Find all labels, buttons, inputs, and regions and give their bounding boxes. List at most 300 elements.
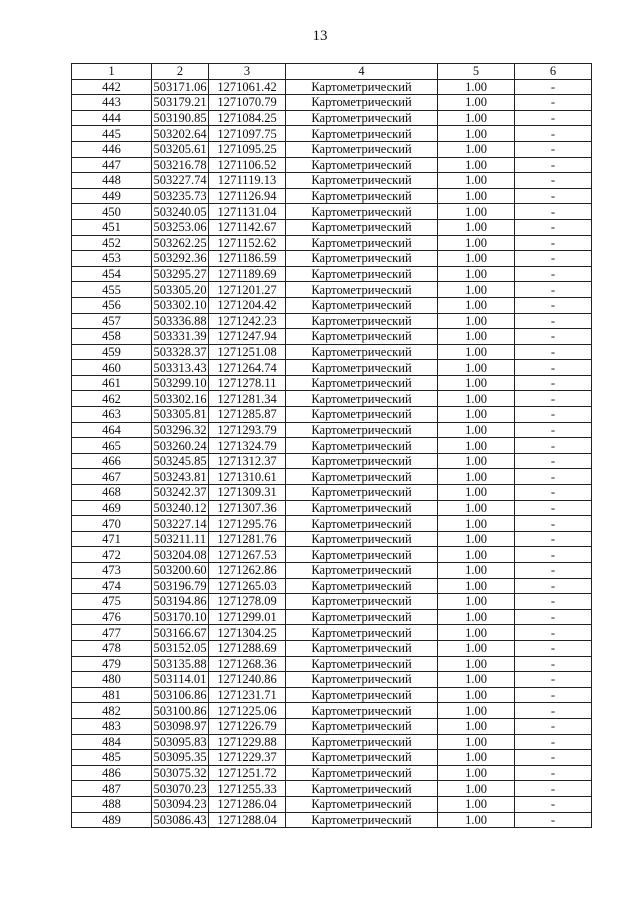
- table-cell: 1.00: [438, 500, 515, 516]
- table-cell: Картометрический: [286, 578, 438, 594]
- table-cell: 1271229.88: [209, 734, 286, 750]
- table-row: [72, 687, 592, 703]
- table-cell: 445: [72, 126, 152, 142]
- column-header: 1: [72, 64, 152, 80]
- table-cell: 1.00: [438, 547, 515, 563]
- table-cell: 1.00: [438, 438, 515, 454]
- table-cell: 1271307.36: [209, 500, 286, 516]
- table-cell: Картометрический: [286, 765, 438, 781]
- table-cell: Картометрический: [286, 391, 438, 407]
- table-cell: 503135.88: [153, 656, 207, 671]
- table-cell: 1.00: [438, 297, 515, 313]
- table-cell: 1271281.34: [209, 391, 286, 407]
- table-cell: 1.00: [438, 95, 515, 111]
- table-row: [72, 500, 592, 516]
- column-header: 3: [209, 64, 286, 80]
- table-cell: 446: [72, 141, 152, 157]
- table-row: [72, 609, 592, 625]
- table-cell: 1271142.67: [209, 219, 286, 235]
- table-cell: 503152.05: [153, 641, 207, 656]
- table-row: [72, 438, 592, 454]
- table-cell: 486: [72, 765, 152, 781]
- table-cell: -: [515, 391, 592, 407]
- table-cell: Картометрический: [286, 110, 438, 126]
- table-cell: 464: [72, 422, 152, 438]
- table-row: [72, 375, 592, 391]
- table-cell: -: [515, 266, 592, 282]
- table-cell: 463: [72, 407, 152, 423]
- table-cell: -: [515, 438, 592, 454]
- table-row: [72, 407, 592, 423]
- table-cell: 1271267.53: [209, 547, 286, 563]
- table-cell: Картометрический: [286, 79, 438, 95]
- table-cell: 503166.67: [153, 625, 207, 640]
- table-row: [72, 796, 592, 812]
- table-cell: Картометрический: [286, 812, 438, 828]
- table-cell: -: [515, 781, 592, 797]
- table-cell: 503299.10: [153, 376, 207, 391]
- table-cell: 503171.06: [153, 79, 207, 94]
- table-cell: Картометрический: [286, 375, 438, 391]
- table-cell: 1.00: [438, 344, 515, 360]
- table-cell: -: [515, 703, 592, 719]
- table-cell: -: [515, 687, 592, 703]
- table-cell: 1271119.13: [209, 173, 286, 189]
- table-cell: 1271278.11: [209, 375, 286, 391]
- table-cell: 1271299.01: [209, 609, 286, 625]
- table-cell: 1.00: [438, 578, 515, 594]
- table-cell: -: [515, 469, 592, 485]
- table-cell: 1.00: [438, 329, 515, 345]
- table-cell: 503070.23: [153, 781, 207, 796]
- table-row: [72, 79, 592, 95]
- table-cell: Картометрический: [286, 734, 438, 750]
- table-cell: 1.00: [438, 407, 515, 423]
- table-cell: -: [515, 578, 592, 594]
- table-row: [72, 672, 592, 688]
- table-cell: 485: [72, 750, 152, 766]
- table-cell: -: [515, 609, 592, 625]
- table-cell: 1.00: [438, 360, 515, 376]
- table-row: [72, 734, 592, 750]
- table-row: [72, 219, 592, 235]
- table-row: [72, 329, 592, 345]
- table-cell: 503242.37: [153, 485, 207, 500]
- table-cell: Картометрический: [286, 453, 438, 469]
- table-cell: -: [515, 547, 592, 563]
- table-row: [72, 126, 592, 142]
- table-row: [72, 578, 592, 594]
- table-cell: 503262.25: [153, 235, 207, 250]
- table-cell: 1271225.06: [209, 703, 286, 719]
- table-cell: 477: [72, 625, 152, 641]
- table-cell: 1271226.79: [209, 718, 286, 734]
- table-cell: -: [515, 765, 592, 781]
- table-cell: 442: [72, 79, 152, 95]
- table-cell: 503170.10: [153, 610, 207, 625]
- table-cell: 503253.06: [153, 220, 207, 235]
- table-cell: 1271240.86: [209, 672, 286, 688]
- table-cell: 456: [72, 297, 152, 313]
- table-cell: -: [515, 563, 592, 579]
- table-cell: Картометрический: [286, 531, 438, 547]
- table-cell: 1271262.86: [209, 563, 286, 579]
- table-row: [72, 469, 592, 485]
- table-row: [72, 235, 592, 251]
- table-cell: 1271061.42: [209, 79, 286, 95]
- table-cell: 503305.20: [153, 282, 207, 297]
- page-number: 13: [312, 28, 328, 44]
- table-cell: 503098.97: [153, 719, 207, 734]
- table-row: [72, 563, 592, 579]
- table-cell: 465: [72, 438, 152, 454]
- table-cell: 1.00: [438, 126, 515, 142]
- table-cell: 455: [72, 282, 152, 298]
- table-cell: Картометрический: [286, 547, 438, 563]
- table-cell: Картометрический: [286, 126, 438, 142]
- table-row: [72, 110, 592, 126]
- table-cell: 503295.27: [153, 267, 207, 282]
- table-cell: Картометрический: [286, 188, 438, 204]
- table-cell: 1271131.04: [209, 204, 286, 220]
- table-cell: Картометрический: [286, 796, 438, 812]
- table-cell: 503100.86: [153, 703, 207, 718]
- table-cell: 482: [72, 703, 152, 719]
- table-cell: -: [515, 360, 592, 376]
- table-cell: 1.00: [438, 594, 515, 610]
- table-cell: Картометрический: [286, 251, 438, 267]
- table-cell: 503260.24: [153, 438, 207, 453]
- table-cell: 447: [72, 157, 152, 173]
- table-row: [72, 188, 592, 204]
- table-cell: 1.00: [438, 516, 515, 532]
- table-cell: -: [515, 640, 592, 656]
- table-cell: 1.00: [438, 110, 515, 126]
- table-row: [72, 141, 592, 157]
- table-cell: 483: [72, 718, 152, 734]
- table-cell: -: [515, 282, 592, 298]
- table-cell: 443: [72, 95, 152, 111]
- table-cell: -: [515, 718, 592, 734]
- table-row: [72, 282, 592, 298]
- table-cell: 1.00: [438, 469, 515, 485]
- table-cell: 1.00: [438, 672, 515, 688]
- column-header: 6: [515, 64, 592, 80]
- table-cell: 488: [72, 796, 152, 812]
- table-cell: -: [515, 79, 592, 95]
- table-row: [72, 547, 592, 563]
- table-cell: 459: [72, 344, 152, 360]
- table-cell: Картометрический: [286, 360, 438, 376]
- table-cell: 1271309.31: [209, 485, 286, 501]
- table-cell: 484: [72, 734, 152, 750]
- table-cell: 466: [72, 453, 152, 469]
- table-cell: 1.00: [438, 235, 515, 251]
- table-row: [72, 313, 592, 329]
- table-cell: Картометрический: [286, 141, 438, 157]
- table-cell: -: [515, 625, 592, 641]
- table-cell: 503095.83: [153, 734, 207, 749]
- table-row: [72, 251, 592, 267]
- table-cell: 453: [72, 251, 152, 267]
- table-cell: 1.00: [438, 173, 515, 189]
- table-cell: 503305.81: [153, 407, 207, 422]
- table-cell: 1.00: [438, 485, 515, 501]
- table-row: [72, 95, 592, 111]
- table-cell: 1.00: [438, 204, 515, 220]
- table-cell: 1271255.33: [209, 781, 286, 797]
- table-cell: 1271201.27: [209, 282, 286, 298]
- table-cell: 1271231.71: [209, 687, 286, 703]
- table-cell: -: [515, 329, 592, 345]
- table-cell: 1.00: [438, 313, 515, 329]
- table-cell: 503328.37: [153, 344, 207, 359]
- table-cell: Картометрический: [286, 500, 438, 516]
- table-cell: 489: [72, 812, 152, 828]
- table-cell: 473: [72, 563, 152, 579]
- table-cell: 1271295.76: [209, 516, 286, 532]
- table-cell: Картометрический: [286, 407, 438, 423]
- table-cell: 1.00: [438, 219, 515, 235]
- table-cell: Картометрический: [286, 313, 438, 329]
- table-cell: 503216.78: [153, 157, 207, 172]
- table-cell: Картометрический: [286, 329, 438, 345]
- table-cell: 503313.43: [153, 360, 207, 375]
- table-cell: Картометрический: [286, 594, 438, 610]
- table-cell: 1271288.69: [209, 640, 286, 656]
- table-cell: -: [515, 188, 592, 204]
- table-cell: 1271265.03: [209, 578, 286, 594]
- table-row: [72, 204, 592, 220]
- table-cell: 503211.11: [152, 531, 209, 547]
- table-cell: Картометрический: [286, 297, 438, 313]
- table-cell: 503292.36: [153, 251, 207, 266]
- table-cell: -: [515, 375, 592, 391]
- table-row: [72, 360, 592, 376]
- table-cell: 1271070.79: [209, 95, 286, 111]
- table-cell: 1.00: [438, 781, 515, 797]
- table-cell: 487: [72, 781, 152, 797]
- table-cell: 474: [72, 578, 152, 594]
- table-cell: 1.00: [438, 375, 515, 391]
- table-row: [72, 812, 592, 828]
- table-header: [72, 64, 592, 80]
- table-row: [72, 344, 592, 360]
- table-row: [72, 297, 592, 313]
- table-cell: 503240.05: [153, 204, 207, 219]
- table-cell: 1271084.25: [209, 110, 286, 126]
- table-cell: 503194.86: [153, 594, 207, 609]
- table-cell: 503179.21: [153, 95, 207, 110]
- table-cell: 481: [72, 687, 152, 703]
- table-body: [72, 79, 592, 828]
- table-cell: -: [515, 344, 592, 360]
- table-cell: 1.00: [438, 422, 515, 438]
- table-cell: -: [515, 796, 592, 812]
- table-cell: Картометрический: [286, 173, 438, 189]
- table-cell: 503094.23: [153, 797, 207, 812]
- table-cell: -: [515, 110, 592, 126]
- table-cell: 461: [72, 375, 152, 391]
- table-cell: 479: [72, 656, 152, 672]
- table-cell: 454: [72, 266, 152, 282]
- table-cell: -: [515, 500, 592, 516]
- table-cell: 1.00: [438, 796, 515, 812]
- table-cell: 1.00: [438, 531, 515, 547]
- table-cell: 503296.32: [153, 422, 207, 437]
- table-cell: Картометрический: [286, 157, 438, 173]
- table-cell: 1271229.37: [209, 750, 286, 766]
- table-cell: -: [515, 95, 592, 111]
- table-cell: -: [515, 734, 592, 750]
- table-row: [72, 266, 592, 282]
- table-cell: 503240.12: [153, 500, 207, 515]
- coordinates-table: [71, 63, 592, 828]
- table-cell: 470: [72, 516, 152, 532]
- table-cell: 457: [72, 313, 152, 329]
- table-cell: 503095.35: [153, 750, 207, 765]
- table-row: [72, 703, 592, 719]
- table-cell: Картометрический: [286, 469, 438, 485]
- table-cell: -: [515, 141, 592, 157]
- table-cell: Картометрический: [286, 485, 438, 501]
- table-cell: 1271324.79: [209, 438, 286, 454]
- table-cell: 1.00: [438, 765, 515, 781]
- table-cell: 1271189.69: [209, 266, 286, 282]
- table-cell: 1271264.74: [209, 360, 286, 376]
- table-cell: 460: [72, 360, 152, 376]
- table-cell: 1.00: [438, 282, 515, 298]
- table-cell: 503245.85: [153, 454, 207, 469]
- table-cell: -: [515, 516, 592, 532]
- table-cell: 1271126.94: [209, 188, 286, 204]
- table-cell: 503302.10: [153, 298, 207, 313]
- table-cell: 467: [72, 469, 152, 485]
- table-cell: -: [515, 422, 592, 438]
- table-cell: -: [515, 672, 592, 688]
- table-row: [72, 750, 592, 766]
- table-cell: 1271251.08: [209, 344, 286, 360]
- table-row: [72, 640, 592, 656]
- table-cell: -: [515, 126, 592, 142]
- table-cell: 468: [72, 485, 152, 501]
- table-cell: -: [515, 407, 592, 423]
- table-cell: 503227.14: [153, 516, 207, 531]
- table-cell: Картометрический: [286, 781, 438, 797]
- table-cell: Картометрический: [286, 438, 438, 454]
- table-cell: 1271186.59: [209, 251, 286, 267]
- table-cell: 1271247.94: [209, 329, 286, 345]
- table-cell: -: [515, 173, 592, 189]
- table-cell: Картометрический: [286, 750, 438, 766]
- table-cell: 1271278.09: [209, 594, 286, 610]
- table-cell: 462: [72, 391, 152, 407]
- table-cell: 1.00: [438, 141, 515, 157]
- table-cell: 503243.81: [153, 469, 207, 484]
- table-cell: 1.00: [438, 157, 515, 173]
- table-row: [72, 173, 592, 189]
- table-cell: Картометрический: [286, 235, 438, 251]
- table-cell: 475: [72, 594, 152, 610]
- table-cell: Картометрический: [286, 422, 438, 438]
- table-cell: Картометрический: [286, 95, 438, 111]
- table-cell: 1.00: [438, 812, 515, 828]
- table-cell: 503106.86: [153, 688, 207, 703]
- table-cell: 1271268.36: [209, 656, 286, 672]
- table-cell: 472: [72, 547, 152, 563]
- table-row: [72, 531, 592, 547]
- table-cell: -: [515, 251, 592, 267]
- column-header: 4: [286, 64, 438, 80]
- table-row: [72, 718, 592, 734]
- table-cell: 1.00: [438, 188, 515, 204]
- table-cell: Картометрический: [286, 563, 438, 579]
- table-cell: 448: [72, 173, 152, 189]
- table-cell: 1.00: [438, 687, 515, 703]
- table-cell: Картометрический: [286, 640, 438, 656]
- table-cell: 458: [72, 329, 152, 345]
- table-row: [72, 594, 592, 610]
- table-cell: 1.00: [438, 656, 515, 672]
- table-cell: 1271288.04: [209, 812, 286, 828]
- table-cell: -: [515, 297, 592, 313]
- table-cell: 1.00: [438, 750, 515, 766]
- table-cell: 1271152.62: [209, 235, 286, 251]
- table-cell: 1.00: [438, 703, 515, 719]
- table-cell: 444: [72, 110, 152, 126]
- table-cell: -: [515, 485, 592, 501]
- table-cell: 1.00: [438, 640, 515, 656]
- table-cell: 1271310.61: [209, 469, 286, 485]
- table-cell: -: [515, 453, 592, 469]
- table-cell: 1.00: [438, 718, 515, 734]
- table-cell: 503205.61: [153, 142, 207, 157]
- table-cell: -: [515, 235, 592, 251]
- table-cell: -: [515, 656, 592, 672]
- table-cell: Картометрический: [286, 687, 438, 703]
- table-cell: 1271204.42: [209, 297, 286, 313]
- table-cell: 1271242.23: [209, 313, 286, 329]
- table-cell: 1.00: [438, 391, 515, 407]
- table-row: [72, 516, 592, 532]
- table-cell: 1.00: [438, 563, 515, 579]
- table-cell: -: [515, 313, 592, 329]
- table-row: [72, 781, 592, 797]
- table-cell: 1271312.37: [209, 453, 286, 469]
- table-row: [72, 656, 592, 672]
- table-cell: -: [515, 157, 592, 173]
- table-cell: 503114.01: [152, 672, 209, 688]
- table-cell: 478: [72, 640, 152, 656]
- table-cell: 451: [72, 219, 152, 235]
- table-cell: 1271095.25: [209, 141, 286, 157]
- table-cell: 1.00: [438, 251, 515, 267]
- table-cell: 1.00: [438, 625, 515, 641]
- table-cell: 503202.64: [153, 126, 207, 141]
- table-cell: 1271281.76: [209, 531, 286, 547]
- table-cell: -: [515, 594, 592, 610]
- table-cell: 1271286.04: [209, 796, 286, 812]
- table-cell: 1.00: [438, 734, 515, 750]
- table-cell: Картометрический: [286, 609, 438, 625]
- table-row: [72, 391, 592, 407]
- table-cell: 450: [72, 204, 152, 220]
- table-cell: -: [515, 750, 592, 766]
- table-cell: 471: [72, 531, 152, 547]
- table-cell: Картометрический: [286, 219, 438, 235]
- table-cell: Картометрический: [286, 718, 438, 734]
- table-cell: 452: [72, 235, 152, 251]
